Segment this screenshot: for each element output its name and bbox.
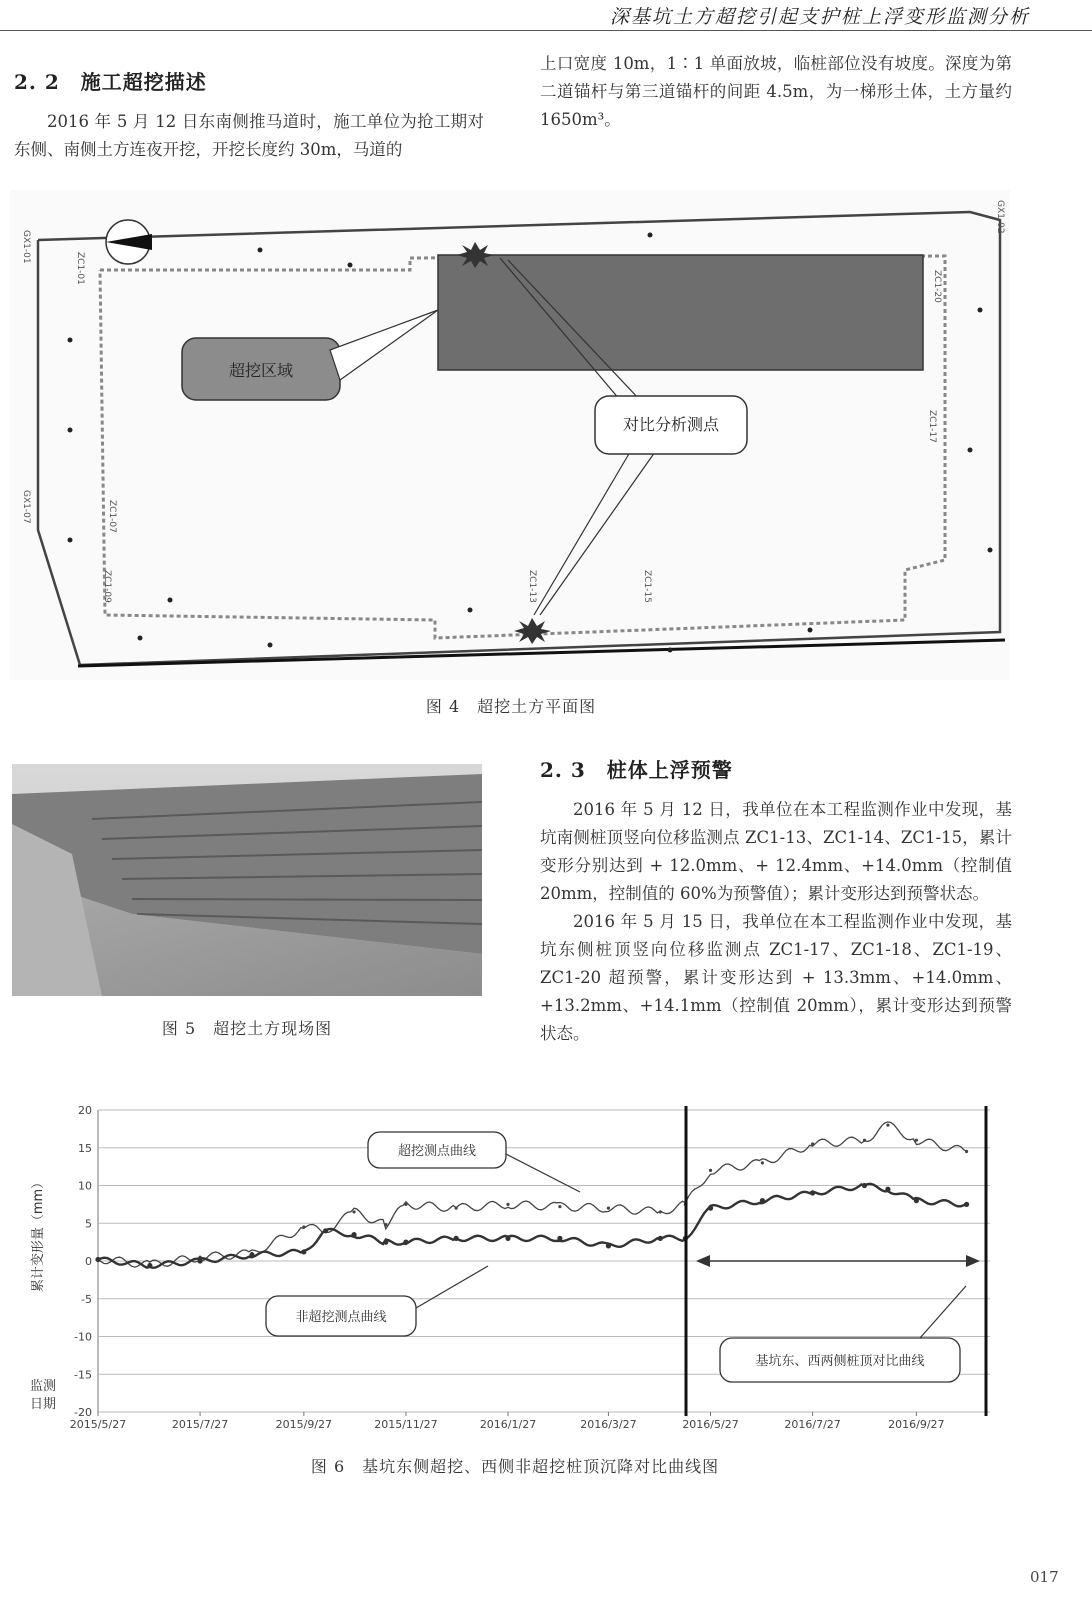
chart-xticks: [70, 1412, 945, 1431]
data-point: [454, 1236, 459, 1241]
figure5-photo: [12, 764, 482, 996]
data-point: [914, 1198, 919, 1203]
x-tick-label: 2016/7/27: [784, 1418, 841, 1431]
x-tick-label: 2015/11/27: [374, 1418, 438, 1431]
data-point: [658, 1236, 663, 1241]
data-point: [404, 1203, 407, 1206]
data-point: [964, 1202, 969, 1207]
data-point: [811, 1142, 814, 1145]
y-tick-label: 10: [78, 1179, 92, 1193]
plan-label: ZC1-13: [527, 570, 537, 603]
annotation-nonoverdig: 非超挖测点曲线: [295, 1310, 387, 1325]
callout-points-label: 对比分析测点: [622, 415, 720, 434]
annotation-overdig: 超挖测点曲线: [397, 1144, 477, 1159]
running-title: 深基坑土方超挖引起支护桩上浮变形监测分析: [609, 6, 1030, 28]
data-point: [965, 1150, 968, 1153]
data-point: [403, 1240, 408, 1245]
data-point: [659, 1210, 662, 1213]
data-point: [95, 1257, 100, 1262]
section-2-2-title: 2. 2 施工超挖描述: [14, 70, 207, 94]
chart-xlabel: 监测日期: [30, 1379, 57, 1412]
page-number: 017: [1030, 1568, 1059, 1586]
data-point: [323, 1228, 328, 1233]
data-point: [147, 1263, 152, 1268]
figure4-plan: [10, 190, 1010, 680]
plan-label: ZC1-17: [927, 410, 937, 443]
data-point: [302, 1225, 305, 1228]
running-header: [0, 0, 1092, 31]
data-point: [810, 1190, 815, 1195]
data-point: [455, 1207, 458, 1210]
x-tick-label: 2016/5/27: [682, 1418, 739, 1431]
plan-label: GX1-07: [21, 490, 31, 524]
y-tick-label: 20: [78, 1104, 92, 1117]
chart-yticks: [74, 1104, 92, 1419]
y-tick-label: -5: [81, 1292, 92, 1306]
data-point: [915, 1139, 918, 1142]
plan-label: ZC1-07: [107, 500, 117, 533]
x-tick-label: 2015/7/27: [171, 1418, 229, 1431]
y-tick-label: 15: [78, 1141, 92, 1155]
y-tick-label: -20: [74, 1406, 92, 1419]
section-2-2-text-left: 2016 年 5 月 12 日东南侧推马道时，施工单位为抢工期对东侧、南侧土方连夜开挖，开挖长度约 30m，马道的: [14, 112, 484, 159]
plan-label: GX1-01: [21, 230, 31, 264]
data-point: [558, 1205, 561, 1208]
data-point: [886, 1124, 889, 1127]
plan-label: GX1-02: [995, 200, 1005, 234]
data-point: [557, 1236, 562, 1241]
data-point: [862, 1183, 867, 1188]
chart-ylabel: 累计变形量（mm）: [31, 1175, 46, 1293]
data-point: [708, 1206, 713, 1211]
figure6-caption: 图 6 基坑东侧超挖、西侧非超挖桩顶沉降对比曲线图: [310, 1457, 720, 1476]
plan-label: ZC1-01: [75, 252, 85, 285]
data-point: [760, 1198, 765, 1203]
figure6-chart: [20, 1094, 1010, 1446]
section-2-3-para-2: 2016 年 5 月 15 日，我单位在本工程监测作业中发现，基坑东侧桩顶竖向位移监测点 ZC1-17、ZC1-18、ZC1-19、ZC1-20 超预警，累计变形达到 + 13.3mm、+14.0mm、+13.2mm、+14.1mm（控制值 20mm），累计变形达到预警状态。: [540, 912, 1012, 1043]
x-tick-label: 2015/5/27: [69, 1418, 127, 1431]
data-point: [351, 1232, 356, 1237]
data-point: [709, 1169, 712, 1172]
figure4-caption: 图 4 超挖土方平面图: [425, 697, 597, 716]
y-tick-label: -15: [74, 1368, 92, 1382]
plan-label: ZC1-20: [932, 270, 942, 303]
x-tick-label: 2016/9/27: [888, 1418, 945, 1431]
callout-overdig-label: 超挖区域: [228, 361, 294, 380]
section-2-2-para-right: [540, 50, 1012, 134]
plan-label: ZC1-09: [102, 570, 112, 603]
series-line-overdig: [98, 1122, 967, 1267]
data-point: [301, 1249, 306, 1254]
section-2-3-title: 2. 3 桩体上浮预警: [540, 758, 733, 782]
data-point: [863, 1139, 866, 1142]
overdig-area: [438, 255, 923, 370]
data-point: [383, 1240, 388, 1245]
x-tick-label: 2016/3/27: [580, 1418, 637, 1431]
annotation-compare: 基坑东、西两侧桩顶对比曲线: [755, 1354, 925, 1369]
data-point: [384, 1223, 387, 1226]
data-point: [607, 1207, 610, 1210]
y-tick-label: 0: [85, 1255, 92, 1268]
y-tick-label: 5: [85, 1217, 92, 1231]
data-point: [761, 1161, 764, 1164]
section-2-2-para-left: [14, 108, 484, 164]
series-line-nonoverdig: [98, 1184, 967, 1268]
data-point: [505, 1236, 510, 1241]
section-2-3-para-1: 2016 年 5 月 12 日，我单位在本工程监测作业中发现，基坑南侧桩顶竖向位移监测点 ZC1-13、ZC1-14、ZC1-15，累计变形分别达到 + 12.0mm、+ 12.4mm、+14.0mm（控制值 20mm，控制值的 60%为预警值）；累计变形达到预警状态。: [540, 800, 1012, 903]
section-2-2-text-right: 上口宽度 10m，1∶1 单面放坡，临桩部位没有坡度。深度为第二道锚杆与第三道锚杆的间距 4.5m，为一梯形土体，土方量约 1650m³。: [540, 54, 1012, 129]
data-point: [352, 1210, 355, 1213]
chart-lines: [95, 1122, 969, 1268]
x-tick-label: 2015/9/27: [275, 1418, 333, 1431]
data-point: [606, 1243, 611, 1248]
chart-xlabel-line: 监测: [30, 1379, 57, 1394]
figure5-caption: 图 5 超挖土方现场图: [161, 1019, 333, 1038]
y-tick-label: -10: [74, 1330, 92, 1344]
section-2-3-body: [540, 796, 1012, 1048]
plan-label: ZC1-15: [642, 570, 652, 603]
data-point: [249, 1252, 254, 1257]
data-point: [197, 1258, 202, 1263]
data-point: [885, 1187, 890, 1192]
x-tick-label: 2016/1/27: [479, 1418, 537, 1431]
data-point: [506, 1203, 509, 1206]
